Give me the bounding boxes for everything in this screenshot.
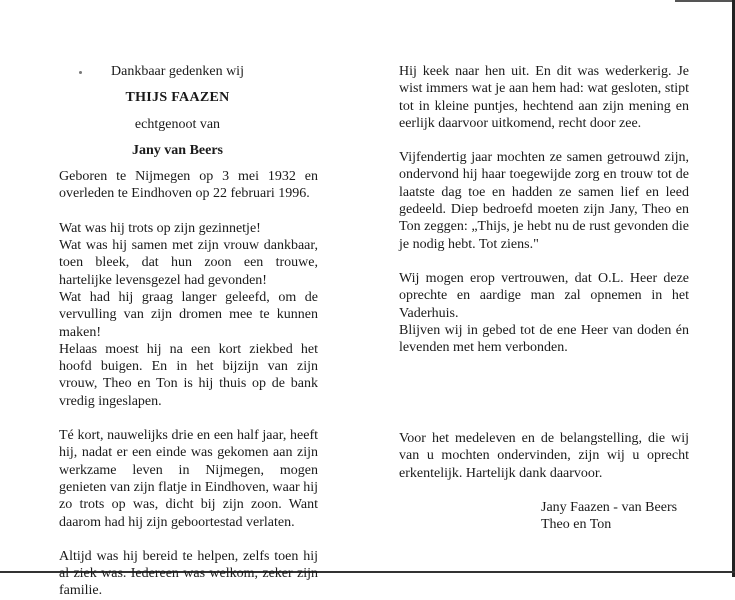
- body-paragraph-1c: Wat had hij graag langer geleefd, om de vervulling van zijn dromen mee te kunnen maken!: [59, 289, 318, 340]
- thanks-text: Voor het medeleven en de belangstelling, die wij van u mochten ondervinden, zijn wij u oprecht erkentelijk. Hartelijk dank daarvoor.: [399, 431, 689, 481]
- body-paragraph-1a: Wat was hij trots op zijn gezinnetje!: [59, 220, 261, 236]
- body-paragraph-1b: Wat was hij samen met zijn vrouw dankbaar, toen bleek, dat hun zoon een trouwe, hartelijke levensgezel had gevonden!: [59, 238, 318, 288]
- left-column: [59, 63, 318, 600]
- signature-line-1: Jany Faazen - van Beers: [541, 499, 678, 515]
- deceased-name: THIJS FAAZEN: [125, 90, 230, 106]
- right-paragraph-1: Hij keek naar hen uit. En dit was wederkerig. Je wist immers wat je aan hem had: wat gesloten, stipt tot in kleine puntjes, hechtend aan zijn mening en eerlijk daarvoor uitkomend, recht door zee.: [399, 64, 689, 131]
- body-paragraph-1d: Helaas moest hij na een kort ziekbed het hoofd buigen. En in het bijzijn van zijn vrouw, Theo en Ton is hij thuis op de bank vredig ingeslapen.: [59, 341, 318, 409]
- intro-line: Dankbaar gedenken wij: [111, 64, 244, 79]
- scan-edge-top: [675, 0, 735, 2]
- spouse-name: Jany van Beers: [132, 142, 223, 158]
- right-column: [399, 63, 689, 356]
- birth-death-text: Geboren te Nijmegen op 3 mei 1932 en overleden te Eindhoven op 22 februari 1996.: [59, 169, 318, 202]
- relation-line: echtgenoot van: [134, 116, 221, 132]
- right-paragraph-4: Blijven wij in gebed tot de ene Heer van doden én levenden met hem verbonden.: [399, 322, 689, 356]
- right-paragraph-3: Wij mogen erop vertrouwen, dat O.L. Heer deze oprechte en aardige man zal opnemen in het Vaderhuis.: [399, 270, 689, 321]
- body-paragraph-2: Té kort, nauwelijks drie en een half jaar, heeft hij, nadat er een einde was gekomen aan zijn werkzame leven in Nijmegen, mogen genieten van zijn flatje in Eindhoven, waar hij zo trots op was, dicht bij zijn zoon. Want daarom had hij zijn geboortestad verlaten.: [59, 428, 318, 530]
- right-paragraph-2: Vijfendertig jaar mochten ze samen getrouwd zijn, ondervond hij haar toegewijde zorg en trouw tot de laatste dag toe en hadden ze samen lief en leed gedeeld. Diep bedroefd moeten zijn Jany, Theo en Ton zeggen: „Thijs, je hebt nu de rust gevonden die je nodig hebt. Tot ziens.": [399, 150, 689, 252]
- body-paragraph-3: Altijd was hij bereid te helpen, zelfs toen hij al ziek was. Iedereen was welkom, zeker zijn familie.: [59, 548, 318, 599]
- signature-line-2: Theo en Ton: [541, 517, 612, 533]
- thanks-block: [399, 430, 689, 533]
